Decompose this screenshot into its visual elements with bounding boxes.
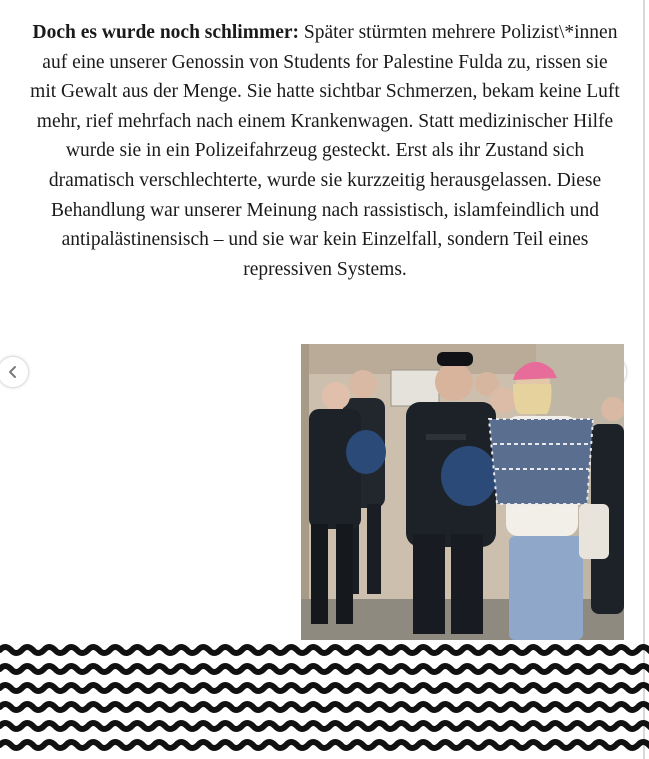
post-lead: Doch es wurde noch schlimmer: [32, 22, 300, 43]
chevron-left-icon [6, 365, 20, 379]
post-body: Später stürmten mehrere Polizist\*innen auf eine unserer Genossin von Students for Palestine Fulda zu, rissen sie mit Gewalt aus der Menge. Sie hatte sichtbar Schmerzen, bekam keine Luft mehr, rief mehrfach nach einem Krankenwagen. Statt medizinischer Hilfe wurde sie in ein Polizeifahrzeug gesteckt. Erst als ihr Zustand sich dramatisch verschlechterte, wurde sie kurzzeitig herausgelassen. Diese Behandlung war unserer Meinung nach rassistisch, islamfeindlich und antipalästinensisch – und sie war kein Einzelfall, sondern Teil eines repressiven Systems. [30, 22, 620, 280]
carousel-prev-button[interactable] [0, 357, 28, 387]
pattern-row [0, 685, 649, 691]
keffiyeh-pattern-border [0, 640, 649, 759]
pattern-row [0, 723, 649, 729]
post-text [30, 18, 620, 284]
pattern-row [0, 647, 649, 653]
protest-photo-illustration [301, 344, 624, 640]
pattern-row [0, 666, 649, 672]
pattern-row [0, 742, 649, 748]
pattern-row [0, 704, 649, 710]
protest-photo [301, 344, 624, 640]
